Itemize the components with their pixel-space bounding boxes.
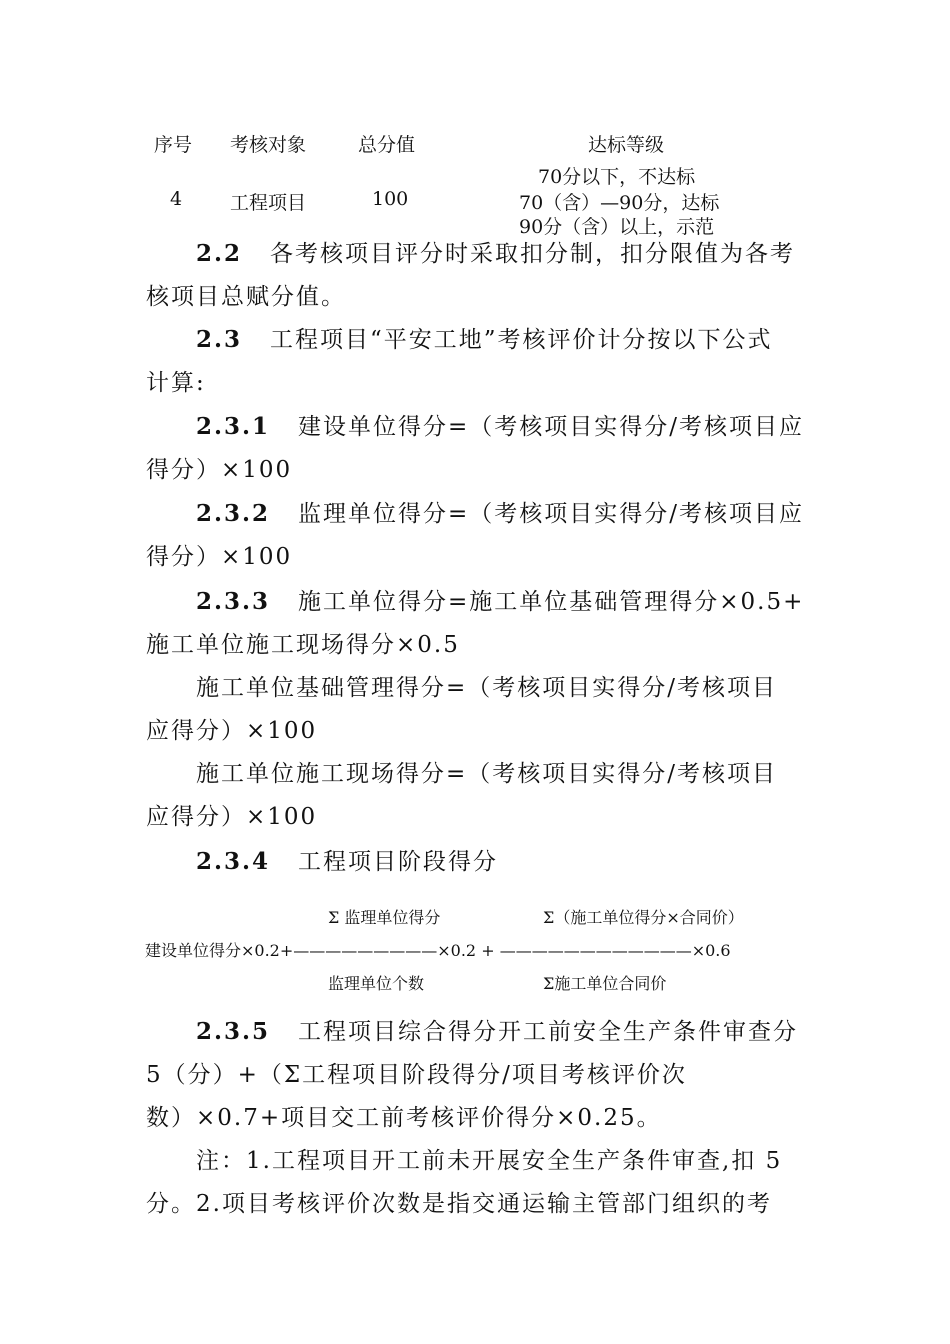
section-2-3-4: [146, 840, 806, 884]
section-number: 2.3.5: [196, 1018, 271, 1045]
paragraph-text: 得分）×100: [146, 544, 293, 570]
paragraph-text: 分。2.项目考核评价次数是指交通运输主管部门组织的考: [146, 1191, 772, 1217]
paragraph-text: 数）×0.7+项目交工前考核评价得分×0.25。: [146, 1105, 662, 1131]
paragraph-text: 监理单位得分=（考核项目实得分/考核项目应: [297, 501, 804, 527]
grade-item: 70分以下，不达标: [538, 166, 696, 188]
section-2-3-5: [146, 1010, 806, 1140]
header-object: 考核对象: [230, 134, 307, 156]
paragraph-text: 计算:: [146, 370, 206, 396]
paragraph-text: 注：1.工程项目开工前未开展安全生产条件审查,扣 5: [196, 1148, 783, 1174]
row-object: 工程项目: [230, 192, 307, 214]
section-number: 2.3.3: [196, 588, 271, 615]
row-no: 4: [170, 188, 183, 210]
formula-main-line: 建设单位得分×0.2+—————————×0.2 + ————————————×0.6: [145, 941, 731, 960]
paragraph-text: 核项目总赋分值。: [146, 284, 346, 310]
formula-numerator: Σ（施工单位得分×合同价）: [543, 908, 744, 927]
paragraph-text: 应得分）×100: [146, 718, 318, 744]
note: [146, 1140, 806, 1226]
section-number: 2.3.4: [196, 848, 271, 875]
paragraph-text: 工程项目综合得分开工前安全生产条件审查分: [297, 1019, 798, 1045]
paragraph-text: 建设单位得分=（考核项目实得分/考核项目应: [297, 414, 804, 440]
paragraph-text: 得分）×100: [146, 457, 293, 483]
section-2-3: [146, 318, 806, 405]
paragraph-text: 施工单位施工现场得分=（考核项目实得分/考核项目: [196, 761, 778, 787]
paragraph-text: 工程项目阶段得分: [297, 849, 498, 875]
section-2-2: [146, 232, 806, 319]
section-number: 2.3.2: [196, 500, 271, 527]
section-number: 2.3: [196, 326, 243, 353]
paragraph-text: 施工单位施工现场得分×0.5: [146, 632, 460, 658]
section-number: 2.3.1: [196, 413, 271, 440]
section-2-3-1: [146, 405, 806, 492]
row-score: 100: [372, 188, 409, 210]
header-score: 总分值: [358, 134, 416, 156]
section-number: 2.2: [196, 240, 243, 267]
paragraph-text: 5（分）+（Σ工程项目阶段得分/项目考核评价次: [146, 1062, 687, 1088]
grade-item: 70（含）—90分，达标: [519, 192, 720, 214]
grade-item: 90分（含）以上，示范: [519, 216, 715, 238]
formula-denominator: Σ施工单位合同价: [543, 974, 667, 993]
basic-management-score: [146, 667, 806, 753]
section-2-3-2: [146, 492, 806, 579]
paragraph-text: 应得分）×100: [146, 804, 318, 830]
site-score: [146, 753, 806, 839]
paragraph-text: 各考核项目评分时采取扣分制，扣分限值为各考: [269, 241, 795, 267]
header-grade: 达标等级: [588, 134, 665, 156]
paragraph-text: 施工单位得分=施工单位基础管理得分×0.5+: [297, 589, 805, 615]
stage-score-formula: [145, 900, 825, 1000]
paragraph-text: 工程项目“平安工地”考核评价计分按以下公式: [269, 327, 773, 353]
formula-denominator: 监理单位个数: [328, 974, 425, 993]
header-no: 序号: [154, 134, 193, 156]
formula-numerator: Σ 监理单位得分: [328, 908, 441, 927]
paragraph-text: 施工单位基础管理得分=（考核项目实得分/考核项目: [196, 675, 778, 701]
section-2-3-3: [146, 580, 806, 667]
